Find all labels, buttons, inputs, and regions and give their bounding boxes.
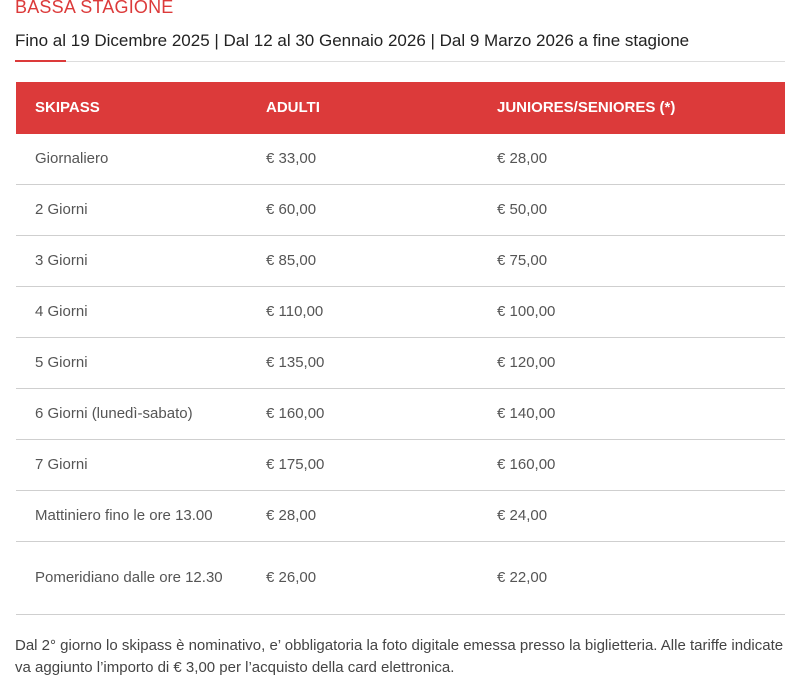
price-juniores: € 24,00: [478, 491, 785, 542]
price-adulti: € 85,00: [247, 236, 478, 287]
price-adulti: € 175,00: [247, 440, 478, 491]
header-divider: [15, 61, 785, 62]
column-header-juniores-seniores: JUNIORES/SENIORES (*): [478, 82, 785, 134]
price-juniores: € 22,00: [478, 542, 785, 615]
price-juniores: € 100,00: [478, 287, 785, 338]
skipass-type: Pomeridiano dalle ore 12.30: [16, 542, 247, 615]
skipass-type: 5 Giorni: [16, 338, 247, 389]
table-row: [16, 491, 785, 542]
skipass-type: 6 Giorni (lunedì-sabato): [16, 389, 247, 440]
price-adulti: € 160,00: [247, 389, 478, 440]
skipass-type: Giornaliero: [16, 134, 247, 185]
price-juniores: € 28,00: [478, 134, 785, 185]
price-table: [16, 82, 785, 615]
table-row: [16, 440, 785, 491]
price-adulti: € 33,00: [247, 134, 478, 185]
skipass-type: 3 Giorni: [16, 236, 247, 287]
table-row: [16, 236, 785, 287]
skipass-type: 4 Giorni: [16, 287, 247, 338]
column-header-adulti: ADULTI: [247, 82, 478, 134]
price-adulti: € 110,00: [247, 287, 478, 338]
price-adulti: € 135,00: [247, 338, 478, 389]
price-juniores: € 75,00: [478, 236, 785, 287]
skipass-type: Mattiniero fino le ore 13.00: [16, 491, 247, 542]
table-row: [16, 542, 785, 615]
table-row: [16, 185, 785, 236]
column-header-skipass: SKIPASS: [16, 82, 247, 134]
table-row: [16, 134, 785, 185]
table-row: [16, 389, 785, 440]
skipass-type: 2 Giorni: [16, 185, 247, 236]
price-juniores: € 160,00: [478, 440, 785, 491]
season-title: BASSA STAGIONE: [15, 0, 174, 17]
skipass-type: 7 Giorni: [16, 440, 247, 491]
table-header-row: [16, 82, 785, 134]
table-row: [16, 338, 785, 389]
price-adulti: € 28,00: [247, 491, 478, 542]
price-juniores: € 140,00: [478, 389, 785, 440]
footnote: Dal 2° giorno lo skipass è nominativo, e’ obbligatoria la foto digitale emessa presso la biglietteria. Alle tariffe indicate va aggiunto l’importo di € 3,00 per l’acquisto della card elettronica.: [15, 637, 784, 676]
header-accent-bar: [15, 60, 66, 62]
price-adulti: € 60,00: [247, 185, 478, 236]
price-juniores: € 50,00: [478, 185, 785, 236]
table-row: [16, 287, 785, 338]
price-juniores: € 120,00: [478, 338, 785, 389]
price-adulti: € 26,00: [247, 542, 478, 615]
season-dates: Fino al 19 Dicembre 2025 | Dal 12 al 30 Gennaio 2026 | Dal 9 Marzo 2026 a fine stagione: [15, 31, 690, 50]
